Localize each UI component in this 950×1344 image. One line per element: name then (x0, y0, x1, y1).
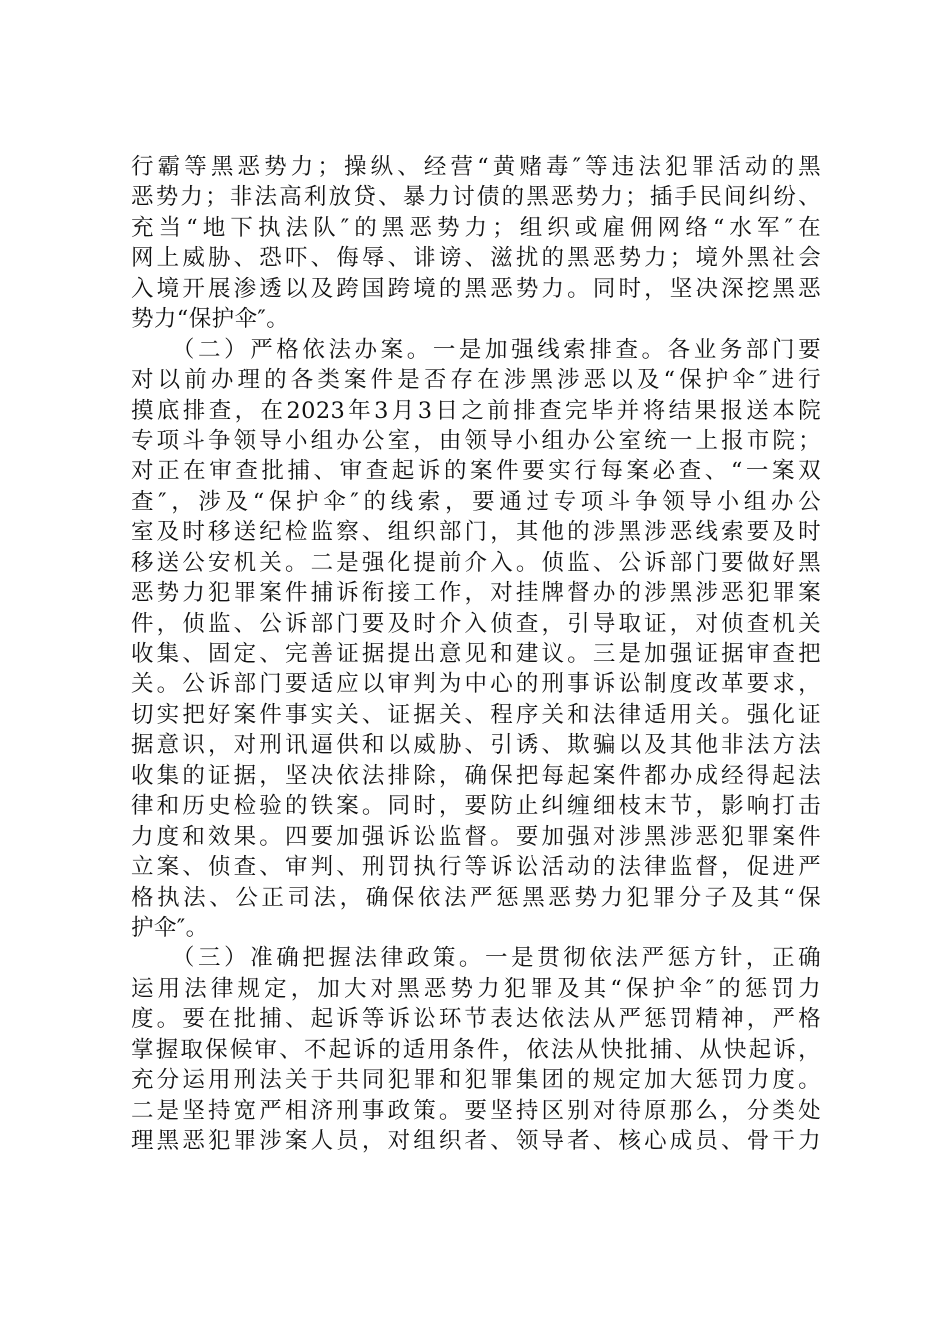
text-line: 行霸等黑恶势力；操纵、经营“黄赌毒″等违法犯罪活动的黑 (131, 154, 821, 180)
text-line: 关。公诉部门要适应以审判为中心的刑事诉讼制度改革要求， (131, 671, 821, 698)
text-line: 件，侦监、公诉部门要及时介入侦查，引导取证，对侦查机关 (131, 610, 821, 637)
text-line: 对以前办理的各类案件是否存在涉黑涉恶以及“保护伞″进行 (131, 367, 821, 394)
text-line: 室及时移送纪检监察、组织部门，其他的涉黑涉恶线索要及时 (131, 519, 821, 546)
text-line: 护伞″。 (131, 914, 209, 941)
text-line: 掌握取保候审、不起诉的适用条件，依法从快批捕、从快起诉， (131, 1036, 821, 1063)
text-line: 入境开展渗透以及跨国跨境的黑恶势力。同时，坚决深挖黑恶 (131, 275, 821, 302)
text-line: 切实把好案件事实关、证据关、程序关和法律适用关。强化证 (131, 701, 821, 728)
text-line: 网上威胁、恐吓、侮辱、诽谤、滋扰的黑恶势力；境外黑社会 (131, 245, 821, 272)
text-line: 理黑恶犯罪涉案人员，对组织者、领导者、核心成员、骨干力 (131, 1128, 821, 1154)
text-line: 势力“保护伞″。 (131, 306, 290, 333)
text-line: 度。要在批捕、起诉等诉讼环节表达依法从严惩罚精神，严格 (131, 1006, 821, 1033)
text-line: 据意识，对刑讯逼供和以威胁、引诱、欺骗以及其他非法方法 (131, 732, 821, 759)
text-line: 立案、侦查、审判、刑罚执行等诉讼活动的法律监督，促进严 (131, 854, 821, 881)
text-line: 二是坚持宽严相济刑事政策。要坚持区别对待原那么，分类处 (131, 1097, 821, 1124)
text-line: 收集、固定、完善证据提出意见和建议。三是加强证据审查把 (131, 641, 821, 667)
text-line: 收集的证据，坚决依法排除，确保把每起案件都办成经得起法 (131, 762, 821, 789)
text-line: 充当“地下执法队″的黑恶势力；组织或雇佣网络“水军″在 (131, 214, 821, 241)
text-line: 力度和效果。四要加强诉讼监督。要加强对涉黑涉恶犯罪案件 (131, 823, 821, 850)
text-line: 对正在审查批捕、审查起诉的案件要实行每案必查、“一案双 (131, 458, 821, 485)
text-line: （三）准确把握法律政策。一是贯彻依法严惩方针，正确 (131, 945, 821, 972)
text-line: 充分运用刑法关于共同犯罪和犯罪集团的规定加大惩罚力度。 (131, 1067, 821, 1094)
text-line: 运用法律规定，加大对黑恶势力犯罪及其“保护伞″的惩罚力 (131, 975, 821, 1002)
body-text (131, 152, 821, 1156)
text-line: 专项斗争领导小组办公室，由领导小组办公室统一上报市院； (131, 427, 821, 454)
text-line: 格执法、公正司法，确保依法严惩黑恶势力犯罪分子及其“保 (131, 884, 821, 911)
text-line: 查″，涉及“保护伞″的线索，要通过专项斗争领导小组办公 (131, 488, 821, 515)
text-line: 律和历史检验的铁案。同时，要防止纠缠细枝末节，影响打击 (131, 793, 821, 820)
text-line: 移送公安机关。二是强化提前介入。侦监、公诉部门要做好黑 (131, 549, 821, 576)
text-line: （二）严格依法办案。一是加强线索排查。各业务部门要 (131, 336, 821, 363)
text-line: 摸底排查，在2023年3月3日之前排查完毕并将结果报送本院 (131, 397, 821, 424)
text-line: 恶势力；非法高利放贷、暴力讨债的黑恶势力；插手民间纠纷、 (131, 184, 821, 211)
text-line: 恶势力犯罪案件捕诉衔接工作，对挂牌督办的涉黑涉恶犯罪案 (131, 580, 821, 607)
